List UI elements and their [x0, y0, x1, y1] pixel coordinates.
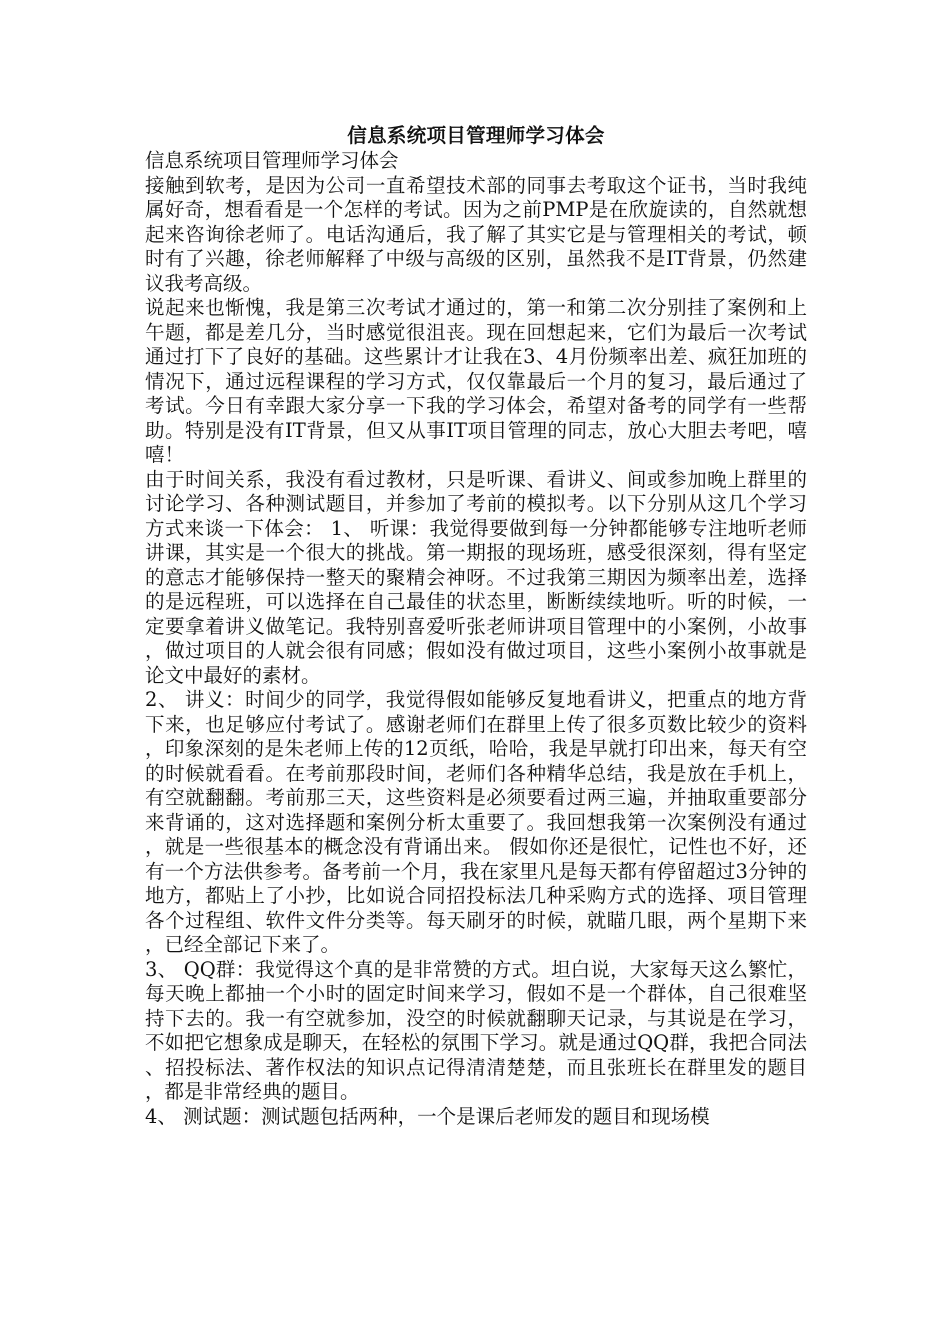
paragraph-subtitle: 信息系统项目管理师学习体会 [145, 149, 399, 172]
paragraph-handouts: 2、 讲义：时间少的同学，我觉得假如能够反复地看讲义，把重点的地方背下来，也足够应付考试了。感谢老师们在群里上传了很多页数比较少的资料，印象深刻的是朱老师上传的12页纸，哈哈，我是早就打印出来，每天有空的时候就看看。在考前那段时间，老师们各种精华总结，我是放在手机上，有空就翻翻。考前那三天，这些资料是必须要看过两三遍，并抽取重要部分来背诵的，这对选择题和案例分析太重要了。我回想我第一次案例没有通过，就是一些很基本的概念没有背诵出来。 假如你还是很忙，记性也不好，还有一个方法供参考。备考前一个月，我在家里凡是每天都有停留超过3分钟的地方，都贴上了小抄，比如说合同招投标法几种采购方式的选择、项目管理各个过程组、软件文件分类等。每天刷牙的时候，就瞄几眼，两个星期下来，已经全部记下来了。 [145, 688, 807, 956]
paragraph-listening: 由于时间关系，我没有看过教材，只是听课、看讲义、间或参加晚上群里的讨论学习、各种测试题目，并参加了考前的模拟考。以下分别从这几个学习方式来谈一下体会： 1、 听课：我觉得要做到每一分钟都能够专注地听老师讲课，其实是一个很大的挑战。第一期报的现场班，感受很深刻，得有坚定的意志才能够保持一整天的聚精会神呀。不过我第三期因为频率出差，选择的是远程班，可以选择在自己最佳的状态里，断断续续地听。听的时候，一定要拿着讲义做笔记。我特别喜爱听张老师讲项目管理中的小案例，小故事，做过项目的人就会很有同感；假如没有做过项目，这些小案例小故事就是论文中最好的素材。 [145, 467, 807, 687]
paragraph-experience: 说起来也惭愧，我是第三次考试才通过的，第一和第二次分别挂了案例和上午题，都是差几分，当时感觉很沮丧。现在回想起来，它们为最后一次考试通过打下了良好的基础。这些累计才让我在3、4月份频率出差、疯狂加班的情况下，通过远程课程的学习方式，仅仅靠最后一个月的复习，最后通过了考试。今日有幸跟大家分享一下我的学习体会，希望对备考的同学有一些帮助。特别是没有IT背景，但又从事IT项目管理的同志，放心大胆去考吧，嘻嘻！ [145, 296, 807, 466]
paragraph-tests: 4、 测试题：测试题包括两种，一个是课后老师发的题目和现场模 [145, 1104, 710, 1128]
paragraph-qq-group: 3、 QQ群：我觉得这个真的是非常赞的方式。坦白说，大家每天这么繁忙，每天晚上都抽一个小时的固定时间来学习，假如不是一个群体，自己很难坚持下去的。我一有空就参加，没空的时候就翻聊天记录，与其说是在学习，不如把它想象成是聊天，在轻松的氛围下学习。就是通过QQ群，我把合同法、招投标法、著作权法的知识点记得清清楚楚，而且张班长在群里发的题目，都是非常经典的题目。 [145, 957, 807, 1103]
document-page [145, 123, 807, 1129]
paragraph-intro: 接触到软考，是因为公司一直希望技术部的同事去考取这个证书，当时我纯属好奇，想看看是一个怎样的考试。因为之前PMP是在欣旋读的，自然就想起来咨询徐老师了。电话沟通后，我了解了其实它是与管理相关的考试，顿时有了兴趣，徐老师解释了中级与高级的区别，虽然我不是IT背景，仍然建议我考高级。 [145, 173, 807, 295]
document-title: 信息系统项目管理师学习体会 [347, 124, 605, 147]
